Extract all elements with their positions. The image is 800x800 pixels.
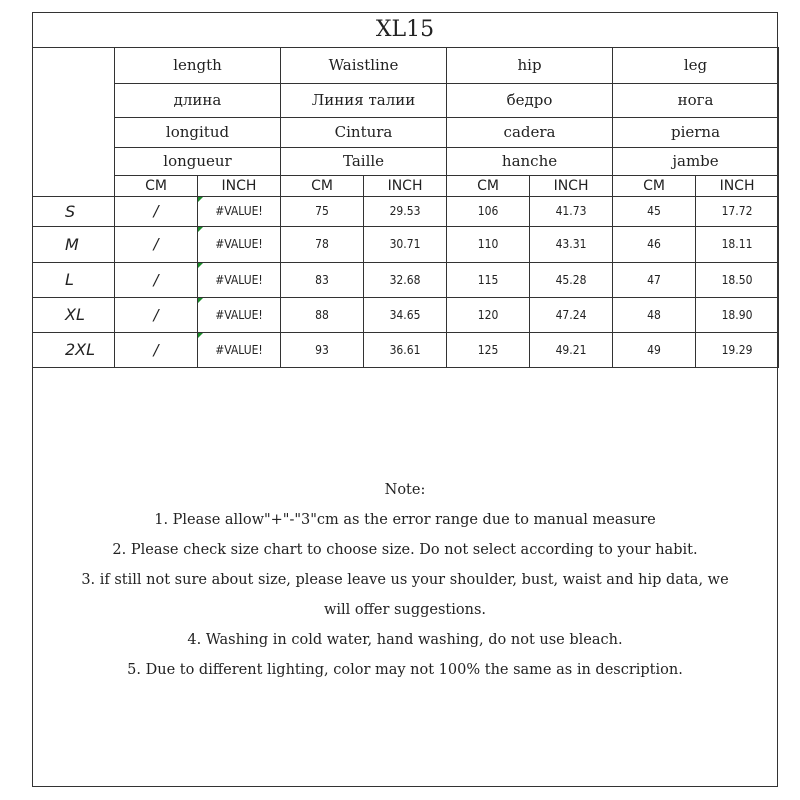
notes-heading: Note:: [384, 482, 426, 498]
column-header-waist: Cintura: [281, 117, 447, 147]
waist-inch: 34.65: [364, 297, 447, 332]
size-column-header: [33, 47, 115, 196]
table-row: [33, 332, 779, 367]
leg-inch: 18.50: [696, 262, 779, 297]
note-line: 3. if still not sure about size, please leave us your shoulder, bust, waist and hip data, we: [81, 572, 729, 588]
unit-inch: INCH: [530, 175, 613, 196]
column-header-hip: бедро: [447, 83, 613, 117]
column-header-hip: hanche: [447, 147, 613, 175]
column-header-length: длина: [115, 83, 281, 117]
size-label: S: [33, 196, 115, 226]
hip-cm: 120: [447, 297, 530, 332]
leg-inch: 18.90: [696, 297, 779, 332]
leg-cm: 45: [613, 196, 696, 226]
column-header-leg: jambe: [613, 147, 779, 175]
leg-cm: 46: [613, 226, 696, 262]
size-table: [32, 47, 779, 368]
note-line: 4. Washing in cold water, hand washing, do not use bleach.: [187, 632, 623, 648]
header-row-es: [33, 117, 779, 147]
size-label: L: [33, 262, 115, 297]
chart-title: XL15: [33, 13, 777, 48]
header-row-en: [33, 47, 779, 83]
hip-inch: 43.31: [530, 226, 613, 262]
length-cm: /: [115, 226, 198, 262]
column-header-hip: cadera: [447, 117, 613, 147]
hip-cm: 106: [447, 196, 530, 226]
waist-inch: 30.71: [364, 226, 447, 262]
unit-cm: CM: [613, 175, 696, 196]
hip-cm: 110: [447, 226, 530, 262]
table-row: [33, 196, 779, 226]
header-row-fr: [33, 147, 779, 175]
unit-cm: CM: [281, 175, 364, 196]
length-cm: /: [115, 297, 198, 332]
size-label: 2XL: [33, 332, 115, 367]
table-row: [33, 226, 779, 262]
note-line: 1. Please allow"+"-"3"cm as the error range due to manual measure: [154, 512, 656, 528]
column-header-length: length: [115, 47, 281, 83]
length-inch: #VALUE!: [198, 262, 281, 297]
waist-cm: 83: [281, 262, 364, 297]
hip-inch: 45.28: [530, 262, 613, 297]
length-inch: #VALUE!: [198, 226, 281, 262]
note-line: 2. Please check size chart to choose size. Do not select according to your habit.: [112, 542, 698, 558]
leg-cm: 49: [613, 332, 696, 367]
size-label: XL: [33, 297, 115, 332]
length-cm: /: [115, 332, 198, 367]
leg-cm: 47: [613, 262, 696, 297]
waist-inch: 29.53: [364, 196, 447, 226]
header-row-ru: [33, 83, 779, 117]
column-header-length: longitud: [115, 117, 281, 147]
column-header-leg: pierna: [613, 117, 779, 147]
leg-inch: 19.29: [696, 332, 779, 367]
unit-cm: CM: [115, 175, 198, 196]
hip-inch: 41.73: [530, 196, 613, 226]
waist-cm: 88: [281, 297, 364, 332]
column-header-leg: leg: [613, 47, 779, 83]
column-header-hip: hip: [447, 47, 613, 83]
column-header-length: longueur: [115, 147, 281, 175]
table-row: [33, 262, 779, 297]
unit-inch: INCH: [696, 175, 779, 196]
notes-section: [33, 475, 777, 685]
hip-inch: 47.24: [530, 297, 613, 332]
length-cm: /: [115, 262, 198, 297]
column-header-leg: нога: [613, 83, 779, 117]
unit-row: [33, 175, 779, 196]
length-cm: /: [115, 196, 198, 226]
waist-cm: 75: [281, 196, 364, 226]
leg-cm: 48: [613, 297, 696, 332]
unit-inch: INCH: [364, 175, 447, 196]
hip-cm: 115: [447, 262, 530, 297]
waist-cm: 93: [281, 332, 364, 367]
size-label: M: [33, 226, 115, 262]
column-header-waist: Линия талии: [281, 83, 447, 117]
waist-cm: 78: [281, 226, 364, 262]
leg-inch: 17.72: [696, 196, 779, 226]
hip-inch: 49.21: [530, 332, 613, 367]
unit-inch: INCH: [198, 175, 281, 196]
length-inch: #VALUE!: [198, 297, 281, 332]
waist-inch: 36.61: [364, 332, 447, 367]
size-chart: [32, 12, 778, 787]
waist-inch: 32.68: [364, 262, 447, 297]
note-line: 5. Due to different lighting, color may not 100% the same as in description.: [127, 662, 683, 678]
column-header-waist: Waistline: [281, 47, 447, 83]
length-inch: #VALUE!: [198, 332, 281, 367]
note-line: will offer suggestions.: [323, 602, 487, 618]
column-header-waist: Taille: [281, 147, 447, 175]
table-row: [33, 297, 779, 332]
hip-cm: 125: [447, 332, 530, 367]
unit-cm: CM: [447, 175, 530, 196]
length-inch: #VALUE!: [198, 196, 281, 226]
leg-inch: 18.11: [696, 226, 779, 262]
